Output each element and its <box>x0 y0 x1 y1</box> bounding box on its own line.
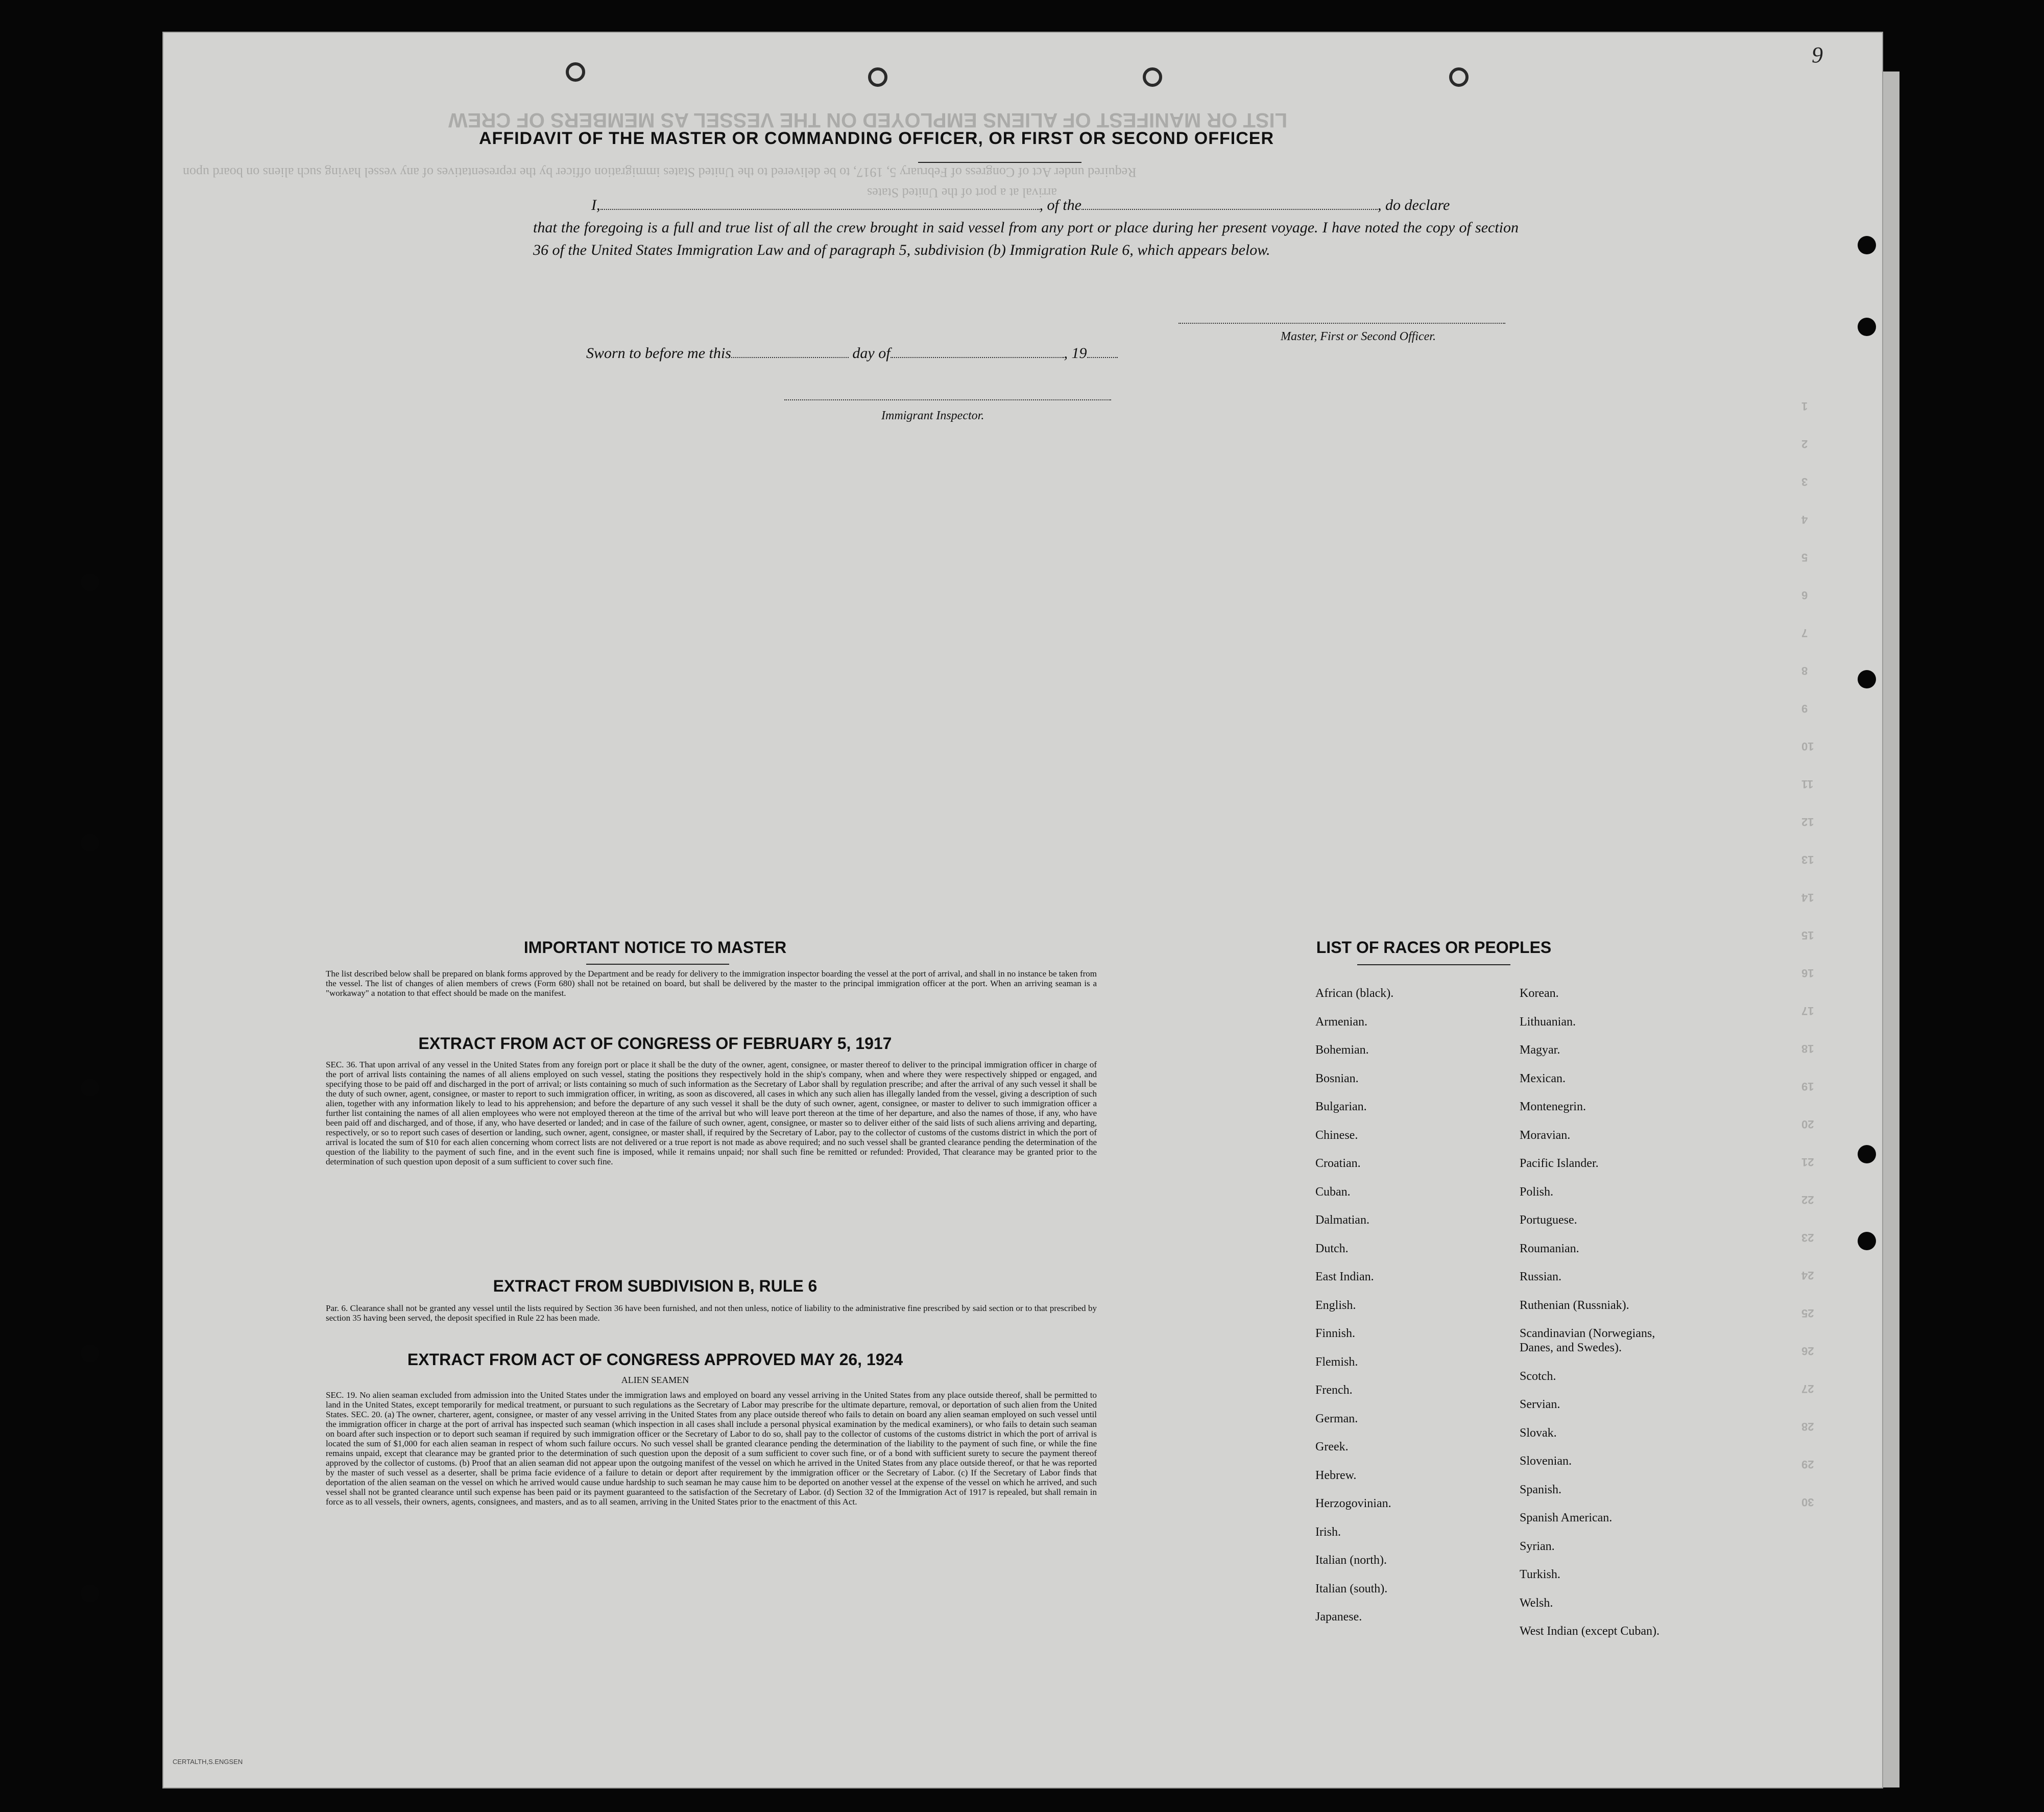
bleedthrough-row-number: 12 <box>1801 816 1814 828</box>
race-item: Polish. <box>1520 1185 1554 1199</box>
extract-1924-subtitle: ALIEN SEAMEN <box>621 1375 689 1385</box>
punch-hole <box>1858 236 1876 254</box>
bleedthrough-subheader-2: arrival at a port of the United States <box>867 185 1057 200</box>
bleedthrough-row-number: 30 <box>1801 1496 1814 1509</box>
race-item: Korean. <box>1520 987 1559 1000</box>
race-item: Dalmatian. <box>1315 1213 1369 1227</box>
races-right-column <box>1520 987 1775 1722</box>
affidavit-of-the-label: , of the <box>1039 197 1081 213</box>
race-item: English. <box>1315 1298 1356 1312</box>
race-item: Roumanian. <box>1520 1242 1579 1255</box>
master-label: Master, First or Second Officer. <box>1281 330 1436 343</box>
bleedthrough-row-numbers <box>1801 399 1832 1533</box>
bleedthrough-subheader: Required under Act of Congress of February 5, 1917, to be delivered to the United States immigration officer by the representatives of any vessel having such aliens on board upon <box>183 165 1137 180</box>
imprint: CERTALTH,S.ENGSEN <box>173 1758 243 1766</box>
bleedthrough-row-number: 18 <box>1801 1042 1814 1055</box>
bleedthrough-row-number: 3 <box>1801 475 1808 488</box>
race-item: West Indian (except Cuban). <box>1520 1625 1660 1638</box>
extract-rule6-title: EXTRACT FROM SUBDIVISION B, RULE 6 <box>493 1277 817 1295</box>
binding-hole <box>1143 67 1162 87</box>
bleedthrough-row-number: 28 <box>1801 1420 1814 1433</box>
master-signature-line <box>1179 323 1505 324</box>
punch-hole <box>1858 1145 1876 1163</box>
race-item: Russian. <box>1520 1270 1562 1283</box>
race-item: Montenegrin. <box>1520 1100 1586 1113</box>
punch-hole <box>81 573 99 591</box>
race-item: Syrian. <box>1520 1539 1555 1553</box>
notice-text: The list described below shall be prepared on blank forms approved by the Department and be ready for delivery to the immigration inspector boarding the vessel at the port of arrival, and shall in no instance be taken from the vessel. The list of changes of alien members of crews (Form 680) shall not be retained on board, but shall be delivered by the master to the principal immigration officer at the port. When an arriving seaman is a "workaway" a notation to that effect should be made on the manifest. <box>326 969 1097 998</box>
bleedthrough-row-number: 29 <box>1801 1458 1814 1471</box>
race-item: Mexican. <box>1520 1071 1566 1085</box>
race-item: Servian. <box>1520 1398 1560 1411</box>
race-item: Magyar. <box>1520 1043 1560 1057</box>
race-item: Hebrew. <box>1315 1468 1357 1482</box>
bleedthrough-row-number: 11 <box>1801 778 1814 791</box>
bleedthrough-row-number: 4 <box>1801 513 1808 526</box>
race-item: Bosnian. <box>1315 1071 1359 1085</box>
bleedthrough-row-number: 5 <box>1801 551 1808 564</box>
extract-1924-text: SEC. 19. No alien seaman excluded from admission into the United States under the immigration laws and employed on board any vessel arriving in the United States from any place outside thereof, shall be permitted to land in the United States, except temporarily for medical treatment, or pursuant to such regulations as the Secretary of Labor may prescribe for the ultimate departure, removal, or deportation of such alien from the United States. SEC. 20. (a) The owner, charterer, agent, consignee, or master of any vessel arriving in the United States from any place outside thereof who fails to detain on board any alien seaman employed on such vessel until the immigration officer in charge at the port of arrival has inspected such seaman (which inspection in all cases shall include a personal physical examination by the medical examiners), or who fails to detain such seaman on board after such inspection or to deport such seaman if required by such immigration officer or the Secretary of Labor to do so, shall pay to the collector of customs of the customs district in which the port of arrival is located the sum of $1,000 for each alien seaman in respect of whom such failure occurs. No such vessel shall be granted clearance pending the determination of the liability to the payment of such fine, or while the fine remains unpaid, except that clearance may be granted prior to the determination of such question upon the deposit of a sum sufficient to cover such fine, or of a bond with sufficient surety to secure the payment thereof approved by the collector of customs. (b) Proof that an alien seaman did not appear upon the outgoing manifest of the vessel on which he arrived in the United States from any place outside thereof, or that he was reported by the master of such vessel as a deserter, shall be prima facie evidence of a failure to detain or deport after requirement by the immigration officer or the Secretary of Labor. (c) If the Secretary of Labor finds that deportation of the alien seaman on the vessel on which he arrived would cause undue hardship to such seaman he may cause him to be deported on another vessel at the expense of the vessel on which he arrived, and such vessel shall not be granted clearance until such expense has been paid or its payment guaranteed to the satisfaction of the Secretary of Labor. (d) Section 32 of the Immigration Act of 1917 is repealed, but shall remain in force as to all vessels, their owners, agents, consignees, and masters, and as to all seamen, arriving in the United States prior to the enactment of this Act. <box>326 1390 1097 1507</box>
bleedthrough-row-number: 1 <box>1801 400 1808 413</box>
day-of-label: day of <box>852 345 891 362</box>
bleedthrough-row-number: 24 <box>1801 1269 1814 1282</box>
punch-hole <box>81 1344 99 1363</box>
bleedthrough-row-number: 26 <box>1801 1345 1814 1357</box>
inspector-signature-line <box>784 399 1111 400</box>
race-item: Portuguese. <box>1520 1213 1577 1227</box>
extract-1917-text: SEC. 36. That upon arrival of any vessel in the United States from any foreign port or place it shall be the duty of the owner, agent, consignee, or master thereof to deliver to the principal immigration officer in charge of the port of arrival lists containing the names of all aliens employed on such vessel, stating the positions they respectively hold in the ship's company, when and where they were respectively shipped or engaged, and specifying those to be paid off and discharged in the port of arrival; or lists containing so much of such information as the Secretary of Labor shall by regulation prescribe; and after the arrival of any such vessel it shall be the duty of such owner, agent, consignee, or master to report to such immigration officer, in writing, as soon as discovered, all cases in which any such alien has illegally landed from the vessel, giving a description of such alien, together with any information likely to lead to his apprehension; and before the departure of any such vessel it shall be the duty of such owner, agent, consignee, or master to deliver to such immigration officer a further list containing the names of all alien employees who were not employed thereon at the time of the arrival but who will leave port thereon at the time of her departure, and also the names of those, if any, who have been paid off and discharged, and of those, if any, who have deserted or landed; and in case of the failure of such owner, agent, consignee, or master so to deliver either of the said lists of such aliens arriving and departing, respectively, or so to report such cases of desertion or landing, such owner, agent, consignee, or master shall, if required by the Secretary of Labor, pay to the collector of customs of the customs district in which the port of arrival is located the sum of $10 for each alien concerning whom correct lists are not delivered or a true report is not made as above required; and no such vessel shall be granted clearance pending the determination of the question of the liability to the payment of such fine, and in the event such fine is imposed, while it remains unpaid; nor shall such fine be remitted or refunded: Provided, That clearance may be granted prior to the determination of such question upon deposit of a sum sufficient to cover such fine. <box>326 1060 1097 1166</box>
bleedthrough-row-number: 21 <box>1801 1156 1814 1169</box>
races-left-column <box>1315 987 1509 1722</box>
bleedthrough-row-number: 23 <box>1801 1231 1814 1244</box>
race-item: Armenian. <box>1315 1015 1367 1029</box>
race-item: Turkish. <box>1520 1568 1560 1581</box>
race-item: Italian (south). <box>1315 1582 1388 1595</box>
affidavit-title: AFFIDAVIT OF THE MASTER OR COMMANDING OFFICER, OR FIRST OR SECOND OFFICER <box>479 129 1274 148</box>
page-number: 9 <box>1812 42 1823 67</box>
races-underline <box>1357 964 1510 965</box>
sworn-label: Sworn to before me this <box>586 345 731 362</box>
race-item: French. <box>1315 1384 1353 1397</box>
bleedthrough-header: LIST OR MANIFEST OF ALIENS EMPLOYED ON THE VESSEL AS MEMBERS OF CREW <box>448 109 1288 131</box>
punch-hole <box>1858 1232 1876 1250</box>
race-item: African (black). <box>1315 987 1394 1000</box>
bleedthrough-row-number: 6 <box>1801 589 1808 602</box>
affidavit-i-label: I, <box>591 197 600 213</box>
bleedthrough-row-number: 9 <box>1801 702 1808 715</box>
race-item: East Indian. <box>1315 1270 1374 1283</box>
bleedthrough-row-number: 15 <box>1801 929 1814 942</box>
extract-1924-title: EXTRACT FROM ACT OF CONGRESS APPROVED MAY 26, 1924 <box>407 1350 903 1369</box>
bleedthrough-row-number: 27 <box>1801 1382 1814 1395</box>
bleedthrough-row-number: 19 <box>1801 1080 1814 1093</box>
race-item: Japanese. <box>1315 1610 1362 1624</box>
bleedthrough-row-number: 22 <box>1801 1194 1814 1206</box>
punch-hole <box>81 833 99 852</box>
race-item: Bohemian. <box>1315 1043 1369 1057</box>
title-underline <box>918 162 1081 163</box>
race-item: Cuban. <box>1315 1185 1351 1199</box>
race-item: Moravian. <box>1520 1128 1571 1142</box>
race-item: Pacific Islander. <box>1520 1157 1599 1170</box>
race-item: Slovenian. <box>1520 1455 1572 1468</box>
race-item: Danes, and Swedes). <box>1520 1341 1622 1354</box>
notice-underline <box>586 964 729 965</box>
race-item: Welsh. <box>1520 1596 1553 1610</box>
race-item: Herzogovinian. <box>1315 1497 1391 1510</box>
race-item: German. <box>1315 1412 1358 1425</box>
sworn-line <box>586 342 1352 365</box>
race-item: Dutch. <box>1315 1242 1349 1255</box>
bleedthrough-row-number: 13 <box>1801 853 1814 866</box>
bleedthrough-row-number: 16 <box>1801 967 1814 980</box>
bleedthrough-row-number: 17 <box>1801 1005 1814 1017</box>
inspector-label: Immigrant Inspector. <box>881 409 984 422</box>
notice-title: IMPORTANT NOTICE TO MASTER <box>523 938 787 957</box>
bleedthrough-row-number: 2 <box>1801 438 1808 450</box>
race-item: Bulgarian. <box>1315 1100 1367 1113</box>
race-item: Scotch. <box>1520 1369 1556 1383</box>
race-item: Italian (north). <box>1315 1554 1387 1567</box>
race-item: Greek. <box>1315 1440 1349 1453</box>
bleedthrough-row-number: 8 <box>1801 664 1808 677</box>
punch-hole <box>1858 318 1876 336</box>
bleedthrough-row-number: 25 <box>1801 1307 1814 1320</box>
manifest-page-front <box>162 32 1883 1789</box>
bleedthrough-row-number: 7 <box>1801 627 1808 639</box>
race-item: Flemish. <box>1315 1355 1358 1369</box>
punch-hole <box>81 1079 99 1097</box>
race-item: Slovak. <box>1520 1426 1557 1440</box>
race-item: Finnish. <box>1315 1327 1356 1340</box>
affidavit-declare-label: , do declare <box>1378 197 1450 213</box>
binding-hole <box>1449 67 1469 87</box>
race-item: Scandinavian (Norwegians, <box>1520 1327 1655 1340</box>
punch-hole <box>81 1584 99 1603</box>
race-item: Croatian. <box>1315 1157 1361 1170</box>
bleedthrough-row-number: 14 <box>1801 891 1814 904</box>
race-item: Lithuanian. <box>1520 1015 1576 1029</box>
binding-hole <box>868 67 887 87</box>
race-item: Spanish. <box>1520 1483 1562 1496</box>
race-item: Chinese. <box>1315 1128 1358 1142</box>
binding-hole <box>566 62 585 82</box>
year-label: , 19 <box>1064 345 1087 362</box>
bleedthrough-row-number: 20 <box>1801 1118 1814 1131</box>
affidavit-declaration-line <box>591 194 1510 217</box>
punch-hole <box>1858 670 1876 688</box>
race-item: Ruthenian (Russniak). <box>1520 1298 1629 1312</box>
races-title: LIST OF RACES OR PEOPLES <box>1316 938 1552 957</box>
affidavit-body: that the foregoing is a full and true list of all the crew brought in said vessel from any port or place during her present voyage. I have noted the copy of section 36 of the United States Immigration Law and of paragraph 5, subdivision (b) Immigration Rule 6, which appears below. <box>533 219 1519 258</box>
extract-1917-title: EXTRACT FROM ACT OF CONGRESS OF FEBRUARY 5, 1917 <box>418 1034 892 1053</box>
bleedthrough-row-number: 10 <box>1801 740 1814 753</box>
extract-rule6-text: Par. 6. Clearance shall not be granted any vessel until the lists required by Section 36 have been furnished, and not then unless, notice of liability to the administrative fine prescribed by said section or to that prescribed by section 35 having been served, the deposit specified in Rule 22 has been made. <box>326 1303 1097 1323</box>
race-item: Irish. <box>1315 1525 1341 1539</box>
race-item: Spanish American. <box>1520 1511 1613 1524</box>
